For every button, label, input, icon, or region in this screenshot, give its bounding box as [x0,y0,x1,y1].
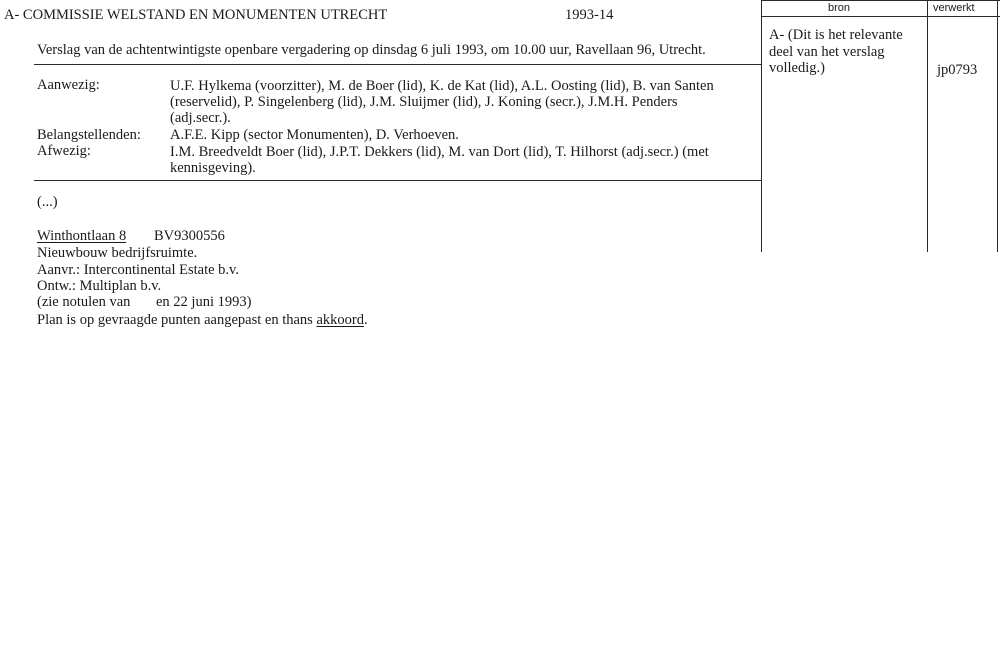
side-table-left-border [761,0,762,252]
meeting-line: Verslag van de achtentwintigste openbare vergadering op dinsdag 6 juli 1993, om 10.00 uur, Ravellaan 96, Utrecht. [37,42,706,58]
bron-note-line-3: volledig.) [769,60,825,76]
omitted-marker: (...) [37,194,58,210]
item-applicant: Aanvr.: Intercontinental Estate b.v. [37,262,239,278]
meeting-rule [34,64,761,65]
commission-title: A- COMMISSIE WELSTAND EN MONUMENTEN UTRECHT [4,7,388,23]
conclusion-verdict: akkoord [316,312,364,328]
side-table-right-border [997,0,998,252]
bron-note-line-1: A- (Dit is het relevante [769,27,903,43]
present-line-3: (adj.secr.). [170,110,231,126]
present-line-2: (reservelid), P. Singelenberg (lid), J.M. Sluijmer (lid), J. Koning (secr.), J.M.H. Penders [170,94,678,110]
item-notes-date: en 22 juni 1993) [156,294,252,310]
item-address: Winthontlaan 8 [37,228,127,244]
side-table-column-divider [927,0,928,252]
side-table-header-rule [761,16,1000,17]
item-notes-prefix: (zie notulen van [37,294,131,310]
item-code: BV9300556 [154,228,225,244]
conclusion-text: Plan is op gevraagde punten aangepast en thans [37,312,317,328]
bron-note-line-2: deel van het verslag [769,44,885,60]
item-designer: Ontw.: Multiplan b.v. [37,278,162,294]
present-line-1: U.F. Hylkema (voorzitter), M. de Boer (lid), K. de Kat (lid), A.L. Oosting (lid), B. van Santen [170,78,714,94]
side-table-top-rule [761,0,1000,1]
attendance-rule [34,180,761,181]
absent-label: Afwezig: [37,143,91,159]
present-label: Aanwezig: [37,77,100,93]
item-conclusion [37,312,368,329]
verwerkt-code: jp0793 [937,62,978,78]
absent-line-2: kennisgeving). [170,160,256,176]
interested-label: Belangstellenden: [37,127,141,143]
interested-line: A.F.E. Kipp (sector Monumenten), D. Verhoeven. [170,127,459,143]
verwerkt-column-header: verwerkt [933,2,975,14]
item-description: Nieuwbouw bedrijfsruimte. [37,245,198,261]
bron-column-header: bron [828,2,851,14]
absent-line-1: I.M. Breedveldt Boer (lid), J.P.T. Dekkers (lid), M. van Dort (lid), T. Hilhorst (adj.secr.) (met [170,144,709,160]
report-number: 1993-14 [565,7,614,23]
conclusion-period: . [363,312,368,328]
